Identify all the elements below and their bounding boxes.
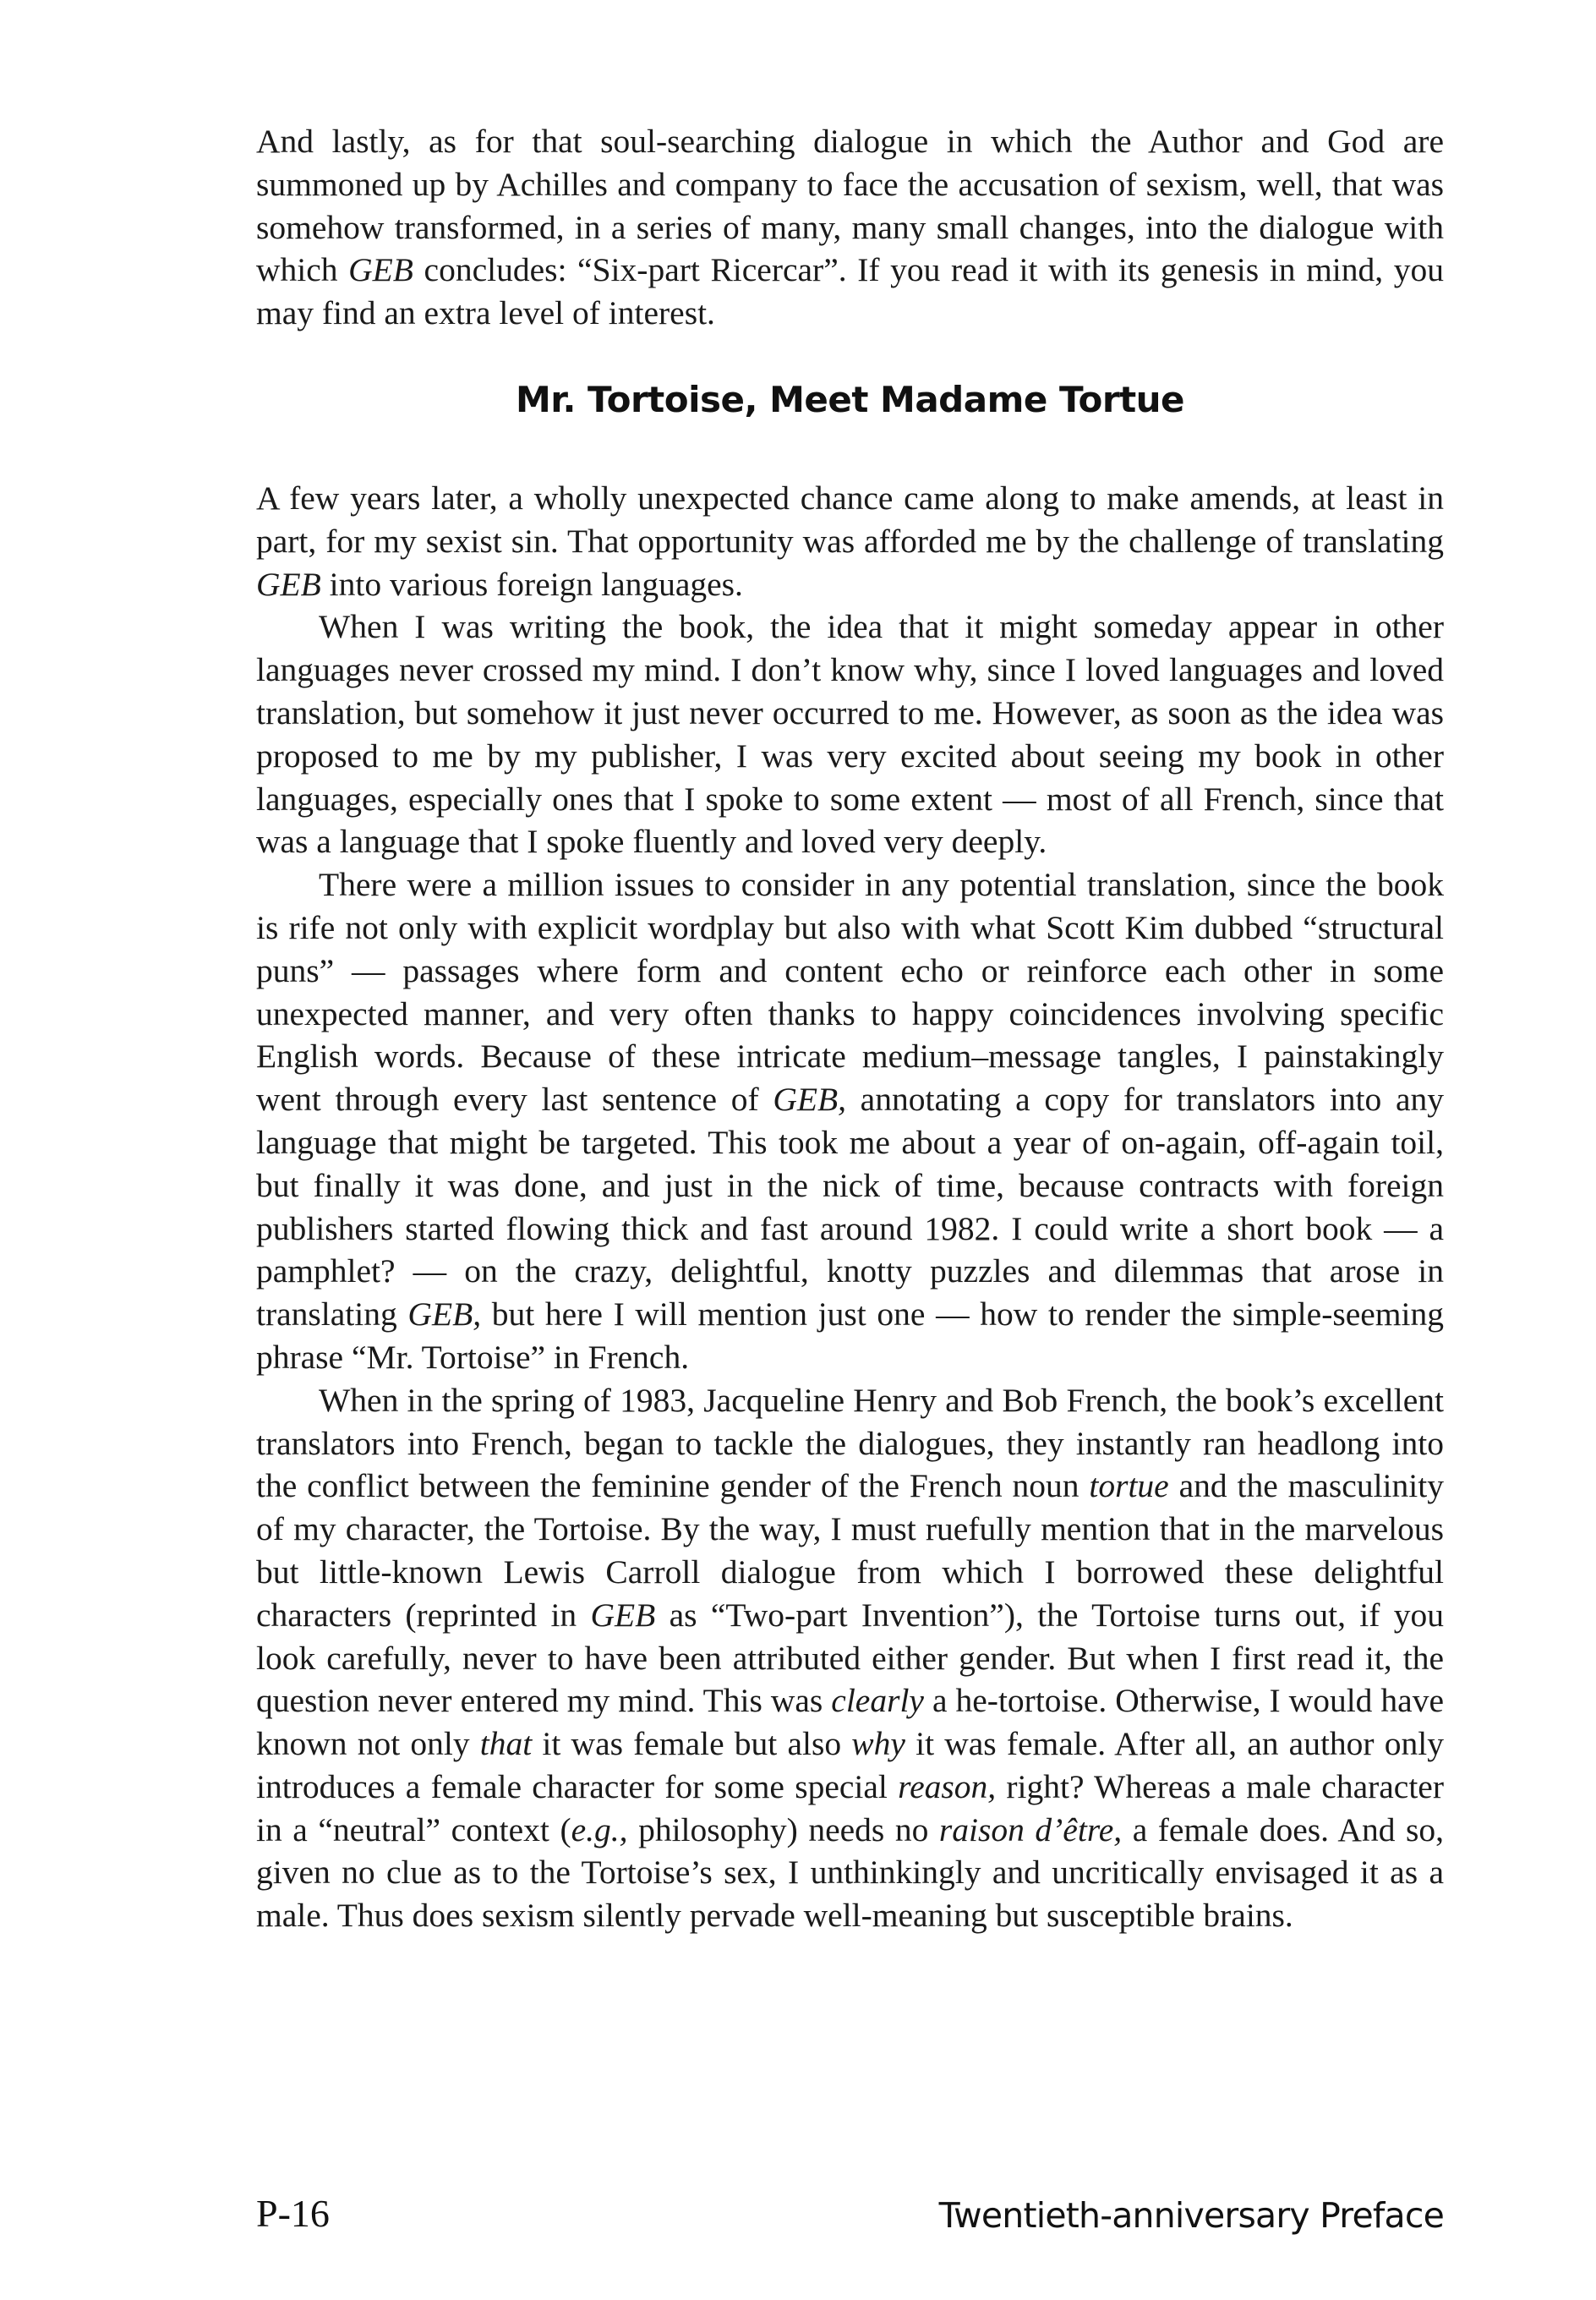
book-title-geb: GEB, — [407, 1295, 482, 1333]
section-heading: Mr. Tortoise, Meet Madame Tortue — [515, 378, 1185, 420]
paragraph-sexism-dialogue: And lastly, as for that soul-searching dialogue in which the Author and God are summoned up by Achilles and company to face the accusation of sexism, well, that was somehow transformed, in a series of many, many small changes, into the dialogue with which GEB concludes: “Six-part Ricercar”. If you read it with its genesis in mind, you may find an extra level of interest. — [256, 123, 1444, 332]
paragraph-chance-to-make-amends: A few years later, a wholly unexpected chance came along to make amends, at least in part, for my sexist sin. That opportunity was afforded me by the challenge of translating GEB into various foreign languages. — [256, 479, 1444, 603]
paragraph-other-languages: When I was writing the book, the idea that it might someday appear in other languages never crossed my mind. I don’t know why, since I loved languages and loved translation, but somehow it just never occurred to me. However, as soon as the idea was proposed to me by my publisher, I was very excited about seeing my book in other languages, especially ones that I spoke to some extent — most of all French, since that was a language that I spoke fluently and loved very deeply. — [256, 608, 1444, 861]
paragraph-translation-issues: There were a million issues to consider in any potential translation, since the book is rife not only with explicit wordplay but also with what Scott Kim dubbed “structural puns” — passages where form and content echo or reinforce each other in some unexpected manner, and very often thanks to happy coincidences involving specific English words. Because of these intricate medium–message tangles, I painstakingly went through every last sentence of GEB, annotating a copy for translators into any language that might be targeted. This took me about a year of on-again, off-again toil, but finally it was done, and just in the nick of time, because contracts with foreign publishers started flowing thick and fast around 1982. I could write a short book — a pamphlet? — on the crazy, delightful, knotty puzzles and dilemmas that arose in translating GEB, but here I will mention just one — how to render the simple-seeming phrase “Mr. Tortoise” in French. — [256, 866, 1445, 1376]
french-phrase-raison-detre: raison d’être, — [938, 1810, 1123, 1848]
page-number: P-16 — [256, 2192, 330, 2235]
abbreviation-eg: e.g., — [571, 1810, 628, 1848]
book-title-geb: GEB — [256, 565, 321, 603]
emphasis-why: why — [851, 1725, 905, 1763]
emphasis-clearly: clearly — [831, 1682, 924, 1720]
emphasis-reason: reason, — [898, 1767, 997, 1805]
book-title-geb: GEB, — [773, 1081, 846, 1119]
page-footer — [256, 2188, 1444, 2239]
book-title-geb: GEB — [348, 251, 413, 289]
running-title: Twentieth-anniversary Preface — [938, 2195, 1444, 2236]
paragraph-french-translators: When in the spring of 1983, Jacqueline Henry and Bob French, the book’s excellent translators into French, began to tackle the dialogues, they instantly ran headlong into the conflict between the feminine gender of the French noun tortue and the masculinity of my character, the Tortoise. By the way, I must ruefully mention that in the marvelous but little-known Lewis Carroll dialogue from which I borrowed these delightful characters (reprinted in GEB as “Two-part Invention”), the Tortoise turns out, if you look carefully, never to have been attributed either gender. But when I first read it, the question never entered my mind. This was clearly a he-tortoise. Otherwise, I would have known not only that it was female but also why it was female. After all, an author only introduces a female character for some special reason, right? Whereas a male character in a “neutral” context (e.g., philosophy) needs no raison d’être, a female does. And so, given no clue as to the Tortoise’s sex, I unthinkingly and uncritically envisaged it as a male. Thus does sexism silently pervade well-meaning but susceptible brains. — [256, 1381, 1444, 1935]
emphasis-that: that — [479, 1725, 533, 1763]
page-body — [256, 120, 1444, 1937]
french-word-tortue: tortue — [1089, 1467, 1169, 1505]
book-title-geb: GEB — [590, 1596, 656, 1634]
